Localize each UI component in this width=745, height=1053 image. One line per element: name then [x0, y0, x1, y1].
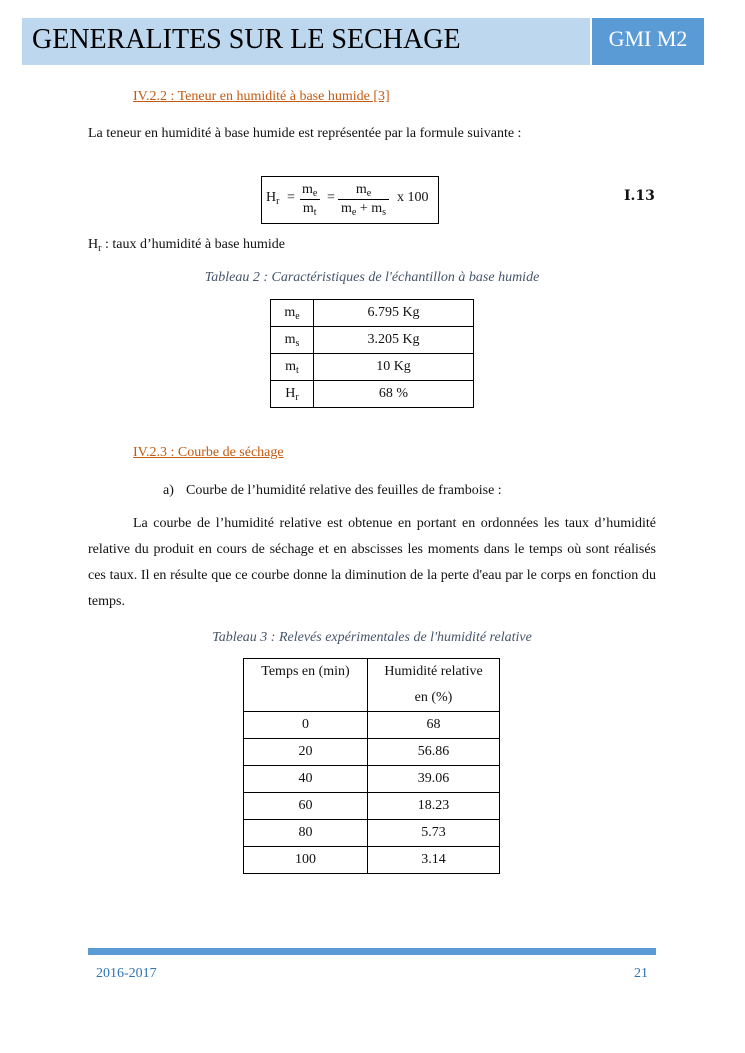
table-cell-humidity: 18.23 [368, 793, 500, 820]
table-cell-time: 20 [244, 739, 368, 766]
table-cell-symbol: $H_r$ [271, 381, 314, 408]
table-row [244, 712, 500, 739]
header-title: GENERALITES SUR LE SECHAGE [32, 24, 461, 55]
footer-page-number: 21 [634, 966, 648, 981]
table-header-row [244, 659, 500, 712]
table-cell-value: 10 Kg [314, 354, 474, 381]
table-header-time: Temps en (min) [244, 659, 368, 712]
table-cell-time: 40 [244, 766, 368, 793]
footer-bar [88, 948, 656, 955]
formula-fraction-1: $\frac{m_e}{m_t}$ [299, 181, 320, 218]
table-cell-time: 100 [244, 847, 368, 874]
table-cell-symbol: $m_s$ [271, 327, 314, 354]
table-row [271, 381, 474, 408]
table-2 [270, 299, 474, 408]
list-item-marker: a) [163, 483, 174, 498]
table-cell-humidity: 39.06 [368, 766, 500, 793]
table-cell-value: 3.205 Kg [314, 327, 474, 354]
section-intro: La teneur en humidité à base humide est représentée par la formule suivante : [88, 126, 522, 141]
table-row [244, 739, 500, 766]
table-cell-humidity: 56.86 [368, 739, 500, 766]
section-heading-iv-2-2: IV.2.2 : Teneur en humidité à base humide [3] [133, 89, 390, 104]
table-row [244, 847, 500, 874]
table-row [244, 820, 500, 847]
table-row [271, 300, 474, 327]
table-row [244, 793, 500, 820]
formula-lhs: $H_r$ [266, 190, 280, 207]
table-cell-humidity: 3.14 [368, 847, 500, 874]
formula-times: x 100 [397, 190, 429, 205]
table-row [244, 766, 500, 793]
footer-year: 2016-2017 [96, 966, 157, 981]
table-cell-humidity: 5.73 [368, 820, 500, 847]
table-header-humidity: Humidité relative en (%) [368, 659, 500, 712]
formula-fraction-2: $\frac{m_e}{m_e + m_s}$ [338, 181, 389, 218]
table-3 [243, 658, 500, 874]
formula-equals-2: = [327, 190, 335, 205]
table-2-caption: Tableau 2 : Caractéristiques de l'échantillon à base humide [204, 270, 540, 285]
header-code: GMI M2 [608, 26, 688, 51]
table-cell-symbol: $m_e$ [271, 300, 314, 327]
formula-number: I.13 [624, 188, 655, 204]
table-cell-time: 60 [244, 793, 368, 820]
table-cell-value: 6.795 Kg [314, 300, 474, 327]
table-cell-symbol: $m_t$ [271, 354, 314, 381]
formula-equals-1: = [287, 190, 295, 205]
table-cell-value: 68 % [314, 381, 474, 408]
formula-box [261, 176, 439, 224]
table-row [271, 327, 474, 354]
table-row [271, 354, 474, 381]
table-cell-time: 80 [244, 820, 368, 847]
table-cell-humidity: 68 [368, 712, 500, 739]
table-3-caption: Tableau 3 : Relevés expérimentales de l'humidité relative [212, 630, 532, 645]
table-cell-time: 0 [244, 712, 368, 739]
section-heading-iv-2-3: IV.2.3 : Courbe de séchage [133, 445, 284, 460]
paragraph-courbe: La courbe de l’humidité relative est obtenue en portant en ordonnées les taux d’humidité relative du produit en cours de séchage et en abscisses les moments dans le temps où sont réalisés ces taux. Il en résulte que ce courbe donne la diminution de la perte d'eau par le corps en fonction du temps. [88, 516, 656, 609]
list-item-text: Courbe de l’humidité relative des feuilles de framboise : [186, 483, 502, 498]
definition-line: $H_r$ : taux d’humidité à base humide [88, 237, 285, 254]
